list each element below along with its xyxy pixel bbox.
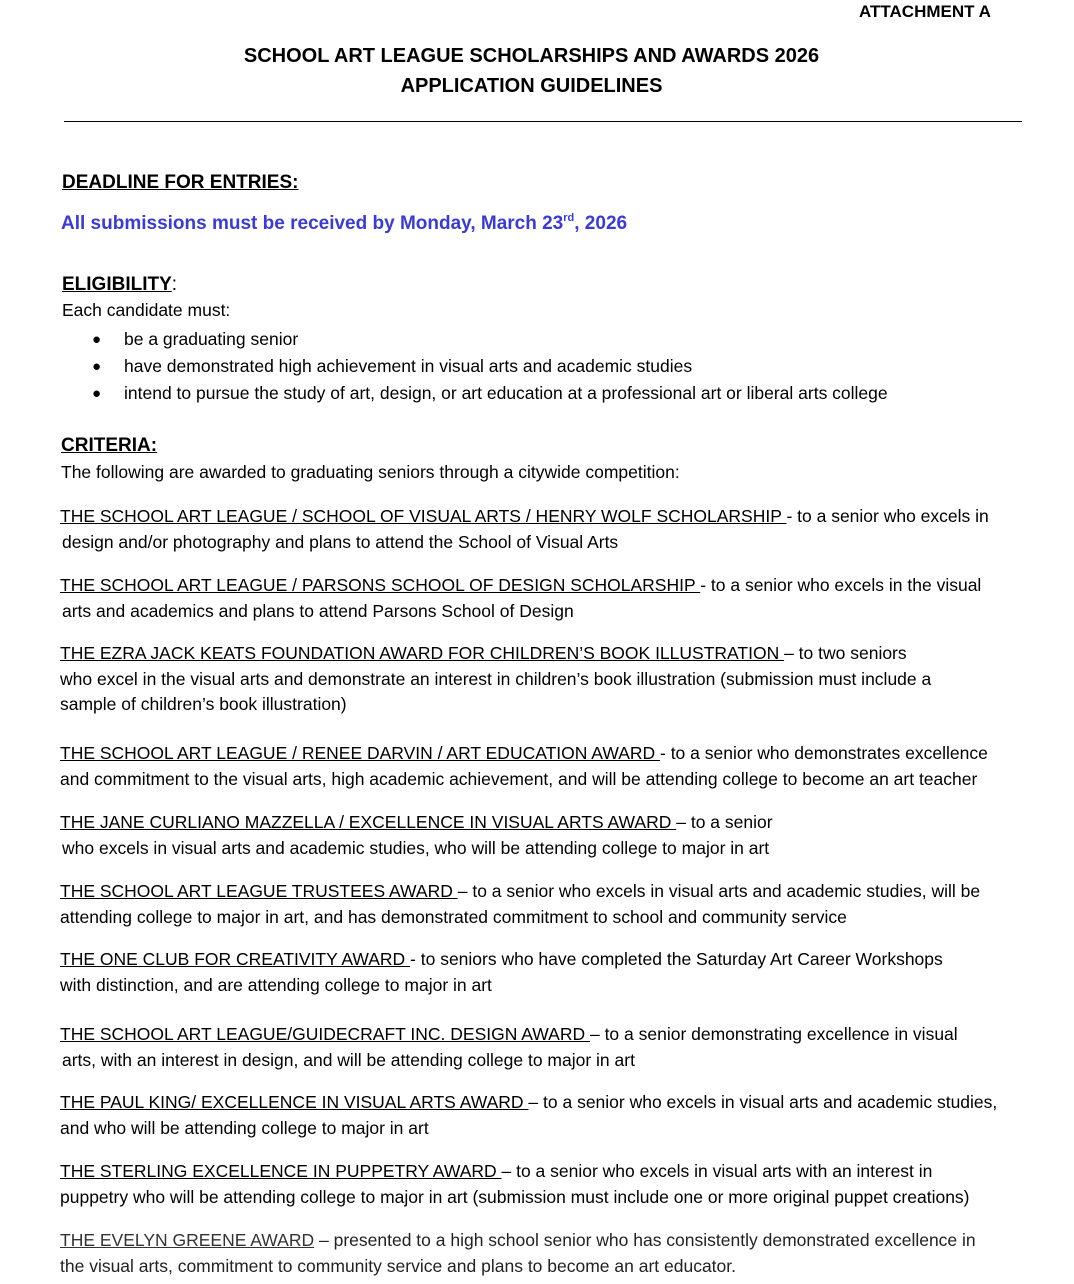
award-entry [60, 810, 1035, 861]
award-line [60, 1022, 1035, 1048]
award-entry [60, 947, 1035, 998]
award-description: - to a senior who demonstrates excellence [660, 743, 988, 763]
award-description-line: with distinction, and are attending college to major in art [60, 974, 492, 995]
criteria-intro: The following are awarded to graduating seniors through a citywide competition: [61, 462, 680, 482]
award-entry [60, 741, 1035, 792]
deadline-text-main: All submissions must be received by Monday, March 23 [61, 213, 564, 234]
award-line [60, 1090, 1035, 1116]
award-name: THE SCHOOL ART LEAGUE / RENEE DARVIN / ART EDUCATION AWARD [60, 743, 660, 763]
award-entry [60, 573, 1035, 624]
deadline-text [61, 213, 627, 235]
page-title [0, 41, 1063, 101]
award-description-line: who excels in visual arts and academic studies, who will be attending college to major in art [62, 837, 770, 858]
award-entry [60, 504, 1035, 555]
award-name: THE JANE CURLIANO MAZZELLA / EXCELLENCE IN VISUAL ARTS AWARD [60, 812, 677, 832]
list-item-text: have demonstrated high achievement in visual arts and academic studies [124, 356, 693, 376]
list-item [86, 353, 888, 380]
award-line [60, 810, 1035, 836]
title-divider [64, 121, 1022, 122]
award-line [60, 1159, 1035, 1185]
eligibility-intro: Each candidate must: [62, 300, 231, 320]
award-description: – to two seniors [784, 643, 907, 663]
award-name: THE SCHOOL ART LEAGUE TRUSTEES AWARD [60, 881, 458, 901]
award-name: THE SCHOOL ART LEAGUE / SCHOOL OF VISUAL ARTS / HENRY WOLF SCHOLARSHIP [60, 506, 787, 526]
award-line [60, 947, 1035, 973]
award-line [60, 641, 1035, 667]
title-line-1: SCHOOL ART LEAGUE SCHOLARSHIPS AND AWARDS 2026 [243, 45, 820, 67]
bullet-icon: ● [92, 331, 102, 348]
award-description-line: design and/or photography and plans to attend the School of Visual Arts [62, 531, 619, 552]
award-description: - to seniors who have completed the Saturday Art Career Workshops [410, 949, 943, 969]
award-name: THE PAUL KING/ EXCELLENCE IN VISUAL ARTS AWARD [60, 1092, 529, 1112]
eligibility-heading-wrap [62, 274, 177, 296]
award-line [60, 741, 1035, 767]
award-description-line: who excel in the visual arts and demonstrate an interest in children’s book illustration (submission must include a [60, 668, 932, 689]
deadline-heading: DEADLINE FOR ENTRIES: [62, 172, 299, 193]
eligibility-heading: ELIGIBILITY [62, 274, 172, 295]
list-item [86, 380, 888, 407]
title-line-2: APPLICATION GUIDELINES [400, 75, 663, 97]
award-description-line: attending college to major in art, and has demonstrated commitment to school and community service [60, 906, 847, 927]
award-name: THE SCHOOL ART LEAGUE/GUIDECRAFT INC. DESIGN AWARD [60, 1024, 590, 1044]
award-description-line: sample of children’s book illustration) [60, 694, 347, 714]
list-item [86, 326, 888, 353]
award-entry [60, 1159, 1035, 1210]
award-description: - to a senior who excels in [786, 506, 989, 526]
award-description-line: the visual arts, commitment to community service and plans to become an art educator. [60, 1255, 737, 1276]
award-description: – to a senior demonstrating excellence in visual [589, 1024, 958, 1044]
award-name: THE EVELYN GREENE AWARD [60, 1230, 315, 1250]
award-line [60, 879, 1035, 905]
attachment-label: ATTACHMENT A [859, 2, 991, 21]
award-entry [60, 1090, 1035, 1141]
award-description: - to a senior who excels in the visual [700, 575, 982, 595]
award-description-line: puppetry who will be attending college to major in art (submission must include one or more original puppet creations) [60, 1186, 970, 1207]
award-entry [60, 879, 1035, 930]
award-description-line: and who will be attending college to major in art [60, 1117, 429, 1138]
award-description-line: arts, with an interest in design, and will be attending college to major in art [62, 1049, 635, 1070]
bullet-icon: ● [92, 385, 102, 402]
deadline-superscript: rd [563, 212, 575, 224]
award-name: THE EZRA JACK KEATS FOUNDATION AWARD FOR CHILDREN’S BOOK ILLUSTRATION [60, 643, 785, 663]
award-line [60, 1228, 1035, 1254]
award-description: – to a senior [676, 812, 773, 832]
award-description: – presented to a high school senior who has consistently demonstrated excellence in [314, 1230, 976, 1250]
list-item-text: be a graduating senior [124, 329, 299, 349]
list-item-text: intend to pursue the study of art, design, or art education at a professional art or liberal arts college [124, 383, 888, 403]
criteria-heading: CRITERIA: [61, 435, 158, 456]
award-entry [60, 1228, 1035, 1279]
award-description-line: arts and academics and plans to attend Parsons School of Design [62, 600, 574, 621]
award-entry [60, 641, 1035, 718]
award-entry [60, 1022, 1035, 1073]
award-name: THE SCHOOL ART LEAGUE / PARSONS SCHOOL OF DESIGN SCHOLARSHIP [60, 575, 701, 595]
eligibility-list [86, 326, 888, 407]
award-line [60, 504, 1035, 530]
award-description: – to a senior who excels in visual arts and academic studies, [528, 1092, 998, 1112]
award-line [60, 573, 1035, 599]
award-description: – to a senior who excels in visual arts and academic studies, will be [457, 881, 981, 901]
deadline-text-year: , 2026 [574, 213, 628, 234]
eligibility-heading-colon: : [171, 274, 178, 295]
bullet-icon: ● [92, 358, 102, 375]
award-name: THE ONE CLUB FOR CREATIVITY AWARD [60, 949, 411, 969]
award-description: – to a senior who excels in visual arts with an interest in [501, 1161, 933, 1181]
award-description-line: and commitment to the visual arts, high academic achievement, and will be attending college to become an art teacher [60, 768, 978, 789]
award-name: THE STERLING EXCELLENCE IN PUPPETRY AWARD [60, 1161, 502, 1181]
